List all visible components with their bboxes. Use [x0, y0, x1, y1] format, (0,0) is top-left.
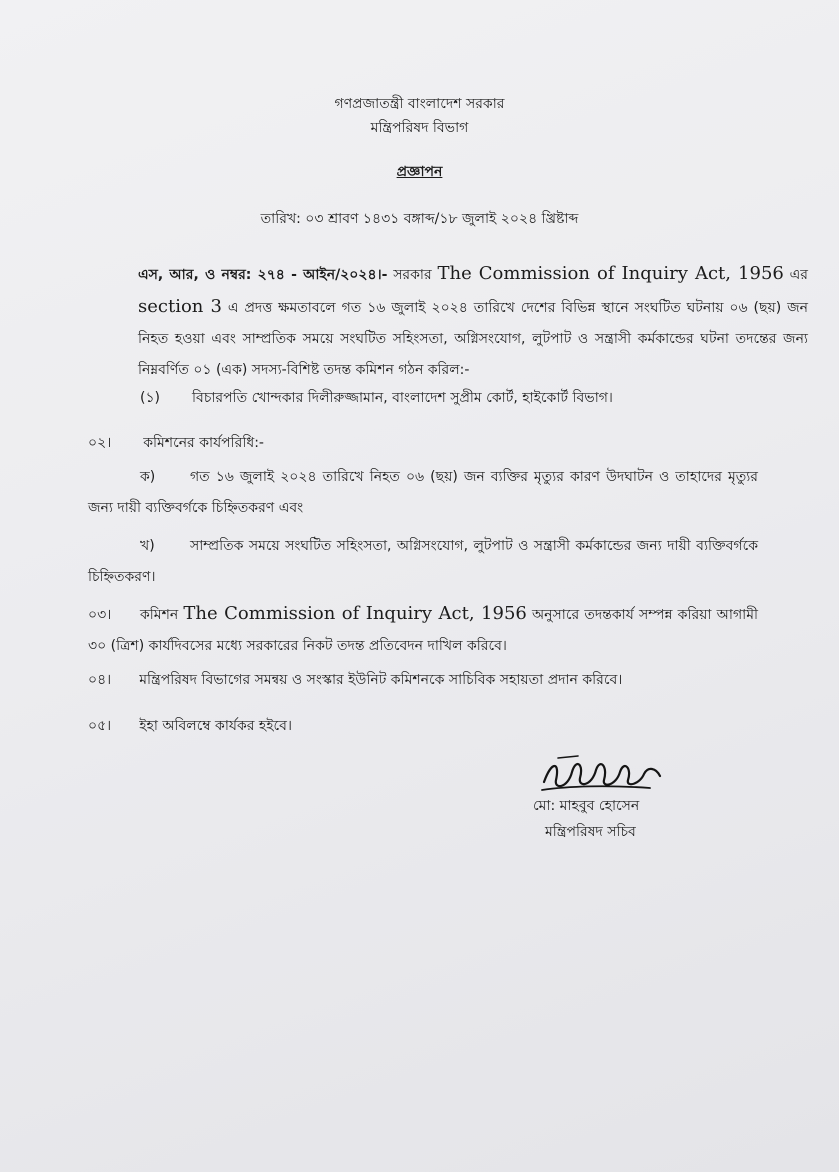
- section-5: [88, 714, 292, 738]
- government-name: গণপ্রজাতন্ত্রী বাংলাদেশ সরকার: [334, 96, 505, 112]
- member-text: বিচারপতি খোন্দকার দিলীরুজ্জামান, বাংলাদেশ সুপ্রীম কোর্ট, হাইকোর্ট বিভাগ।: [192, 390, 613, 406]
- section-2-title: কমিশনের কার্যপরিধি:-: [143, 435, 264, 451]
- paragraph-order: [88, 258, 808, 386]
- division-name: মন্ত্রিপরিষদ বিভাগ: [370, 120, 469, 136]
- item-b-text: সাম্প্রতিক সময়ে সংঘটিত সহিংসতা, অগ্নিসংযোগ, লুটপাট ও সন্ত্রাসী কর্মকান্ডের জন্য দায়ী ব্যক্তিবর্গকে চিহ্নিতকরণ।: [88, 538, 758, 585]
- signatory-designation: মন্ত্রিপরিষদ সচিব: [545, 824, 636, 840]
- order-text-3: এ প্রদত্ত ক্ষমতাবলে গত ১৬ জুলাই ২০২৪ তারিখে দেশের বিভিন্ন স্থানে সংঘটিত ঘটনায় ০৬ (ছয়) জন নিহত হওয়া এবং সাম্প্রতিক সময়ে সংঘটিত সহিংসতা, অগ্নিসংযোগ, লুটপাট ও সন্ত্রাসী কর্মকান্ডের ঘটনা তদন্তের জন্য নিম্নবর্ণিত ০১ (এক) সদস্য-বিশিষ্ট তদন্ত কমিশন গঠন করিল:-: [138, 300, 808, 378]
- section-2-item-a: [88, 462, 758, 524]
- section-reference: section 3: [138, 296, 223, 317]
- section-2-item-b: [88, 531, 758, 593]
- section-2-number: ০২।: [88, 435, 112, 451]
- item-a-label: ক): [140, 469, 156, 485]
- section-3-act-name: The Commission of Inquiry Act, 1956: [183, 603, 527, 624]
- handwritten-signature: [538, 752, 668, 798]
- reference-number: এস, আর, ও নম্বর: ২৭৪ - আইন/২০২৪।-: [138, 267, 388, 283]
- document-date: তারিখ: ০৩ শ্রাবণ ১৪৩১ বঙ্গাব্দ/১৮ জুলাই ২০২৪ খ্রিষ্টাব্দ: [260, 211, 579, 227]
- section-3-text-2: অনুসারে তদন্তকার্য সম্পন্ন করিয়া আগামী ৩০ (ত্রিশ) কার্যদিবসের মধ্যে সরকারের নিকট তদন্ত প্রতিবেদন দাখিল করিবে।: [88, 607, 758, 654]
- section-4: [88, 668, 622, 692]
- section-3: [88, 598, 758, 662]
- item-b-label: খ): [140, 538, 155, 554]
- section-3-number: ০৩।: [88, 607, 112, 623]
- section-5-number: ০৫।: [88, 718, 112, 734]
- signatory-name: মো: মাহবুব হোসেন: [533, 798, 640, 814]
- section-3-text-1: কমিশন: [140, 607, 184, 623]
- section-4-number: ০৪।: [88, 672, 112, 688]
- member-label: (১): [140, 390, 161, 406]
- act-name: The Commission of Inquiry Act, 1956: [437, 263, 784, 284]
- section-5-text: ইহা অবিলম্বে কার্যকর হইবে।: [139, 718, 292, 734]
- section-2-heading: [88, 431, 264, 455]
- order-text-2: এর: [783, 267, 808, 283]
- section-4-text: মন্ত্রিপরিষদ বিভাগের সমন্বয় ও সংস্কার ইউনিট কমিশনকে সাচিবিক সহায়তা প্রদান করিবে।: [139, 672, 623, 688]
- item-a-text: গত ১৬ জুলাই ২০২৪ তারিখে নিহত ০৬ (ছয়) জন ব্যক্তির মৃত্যুর কারণ উদঘাটন ও তাহাদের মৃত্যুর জন্য দায়ী ব্যক্তিবর্গকে চিহ্নিতকরণ এবং: [88, 469, 758, 516]
- order-text-1: সরকার: [387, 267, 438, 283]
- commission-member: [140, 386, 613, 410]
- document-title: প্রজ্ঞাপন: [396, 164, 443, 180]
